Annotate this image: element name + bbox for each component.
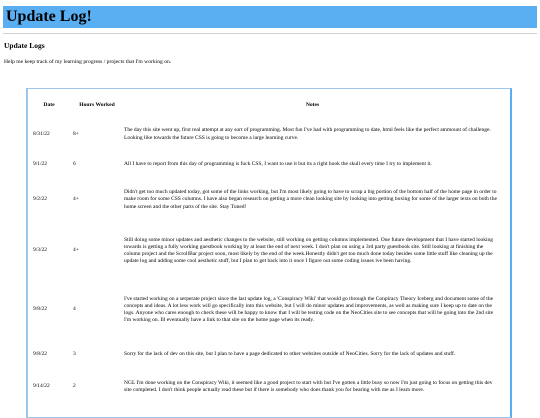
date-cell: 9/3/22 xyxy=(33,247,48,254)
notes-cell: The day this site went up, first real attempt at any sort of programming. Most fun I've had with programming to date, html feels like the perfect ammount of challenge. Looking like towards the future CSS is going to become a large learning curve. xyxy=(124,127,491,141)
intro-text: Help me keep track of my learning progress / projects that I'm working on. xyxy=(4,59,172,65)
title-banner xyxy=(3,6,537,28)
table-header-row xyxy=(31,94,507,118)
notes-cell: All I have to report from this day of programming is fuck CSS, I want to use it but its a right hook the skull every time I try to implement it. xyxy=(124,160,432,167)
date-cell: 9/8/22 xyxy=(33,350,48,357)
hours-cell: 2 xyxy=(73,383,76,390)
hours-cell: 8+ xyxy=(73,130,79,137)
date-cell: 9/2/22 xyxy=(33,196,48,203)
column-header-notes: Notes xyxy=(305,102,320,109)
hours-cell: 6 xyxy=(73,160,76,167)
notes-cell: NGL I'm done working on the Conspiracy Wiki, it seemed like a good project to start with but I've gotten a little busy so now I'm just going to focus on getting this dev site completed. I don't think people actually read these but if there is somebody who does thank you for bearing with me as I learn more. xyxy=(124,379,493,393)
date-cell: 9/8/22 xyxy=(33,306,48,313)
section-heading: Update Logs xyxy=(4,41,45,50)
date-cell: 8/31/22 xyxy=(33,130,50,137)
page-title: Update Log! xyxy=(6,8,92,25)
table-row xyxy=(31,151,507,178)
table-row xyxy=(31,369,507,405)
table-row xyxy=(31,280,507,340)
date-cell: 9/14/22 xyxy=(33,383,50,390)
hours-cell: 3 xyxy=(73,350,76,357)
notes-cell: I've started working on a serperate project since the last update log, a 'Conspiracy Wiki' that would go through the Conpiracy Theory Iceberg and document some of the concepts and ideas. A lot less work will go specifically into this website, but I will do minor updates and improvements, as well as making sure I keep up to date on the logs. Anyone who cares enough to check these will be happy to know that I will be testing code on the NeoCities site to see concepts that will be going into the 2nd site I'm working on. Ill eventually have a link to that site on the home page when its ready. xyxy=(124,295,494,324)
table-row xyxy=(31,222,507,280)
table-row xyxy=(31,178,507,222)
notes-cell: Didn't get too much updated today, got some of the links working, but I'm most likely going to have to scrap a big portion of the bottom half of the home page in order to make room for some CSS columns. I have also began research on getting a more clean looking site by looking into getting boxing for some of the larger texts on both the home screen and the other parts of the site. Stay Tuned! xyxy=(124,189,497,210)
table-row xyxy=(31,118,507,151)
update-log-table xyxy=(31,94,507,405)
notes-cell: Sorry for the lack of dev on this site, but I plan to have a page dedicated to other websites outside of NeoCities. Sorry for the lack of updates and stuff. xyxy=(124,350,456,357)
hours-cell: 4 xyxy=(73,306,76,313)
date-cell: 9/1/22 xyxy=(33,160,48,167)
column-header-date: Date xyxy=(43,102,55,109)
notes-cell: Still doing some minor updates and aesthetic changes to the website, still working on getting columns implemented. One future development that I have started looking towards is getting a fully working guestbook working by at least the end of next week. I don't plan on using a 3rd party guestbook site. Still looking at finishing the column project and the ScrollBar project soon, most likely by the end of the week.Honestly didn't get too much done today besides some little stuff like cleaning up the update log and adding some cool aesthetic stuff, but I plan to get back into it once I figure out some coding issues ive been having. xyxy=(124,236,494,265)
table-row xyxy=(31,340,507,369)
column-header-hours: Hours Worked xyxy=(79,102,115,109)
header-divider xyxy=(3,33,537,34)
hours-cell: 4+ xyxy=(73,196,79,203)
hours-cell: 4+ xyxy=(73,247,79,254)
update-log-table-frame xyxy=(26,88,512,418)
